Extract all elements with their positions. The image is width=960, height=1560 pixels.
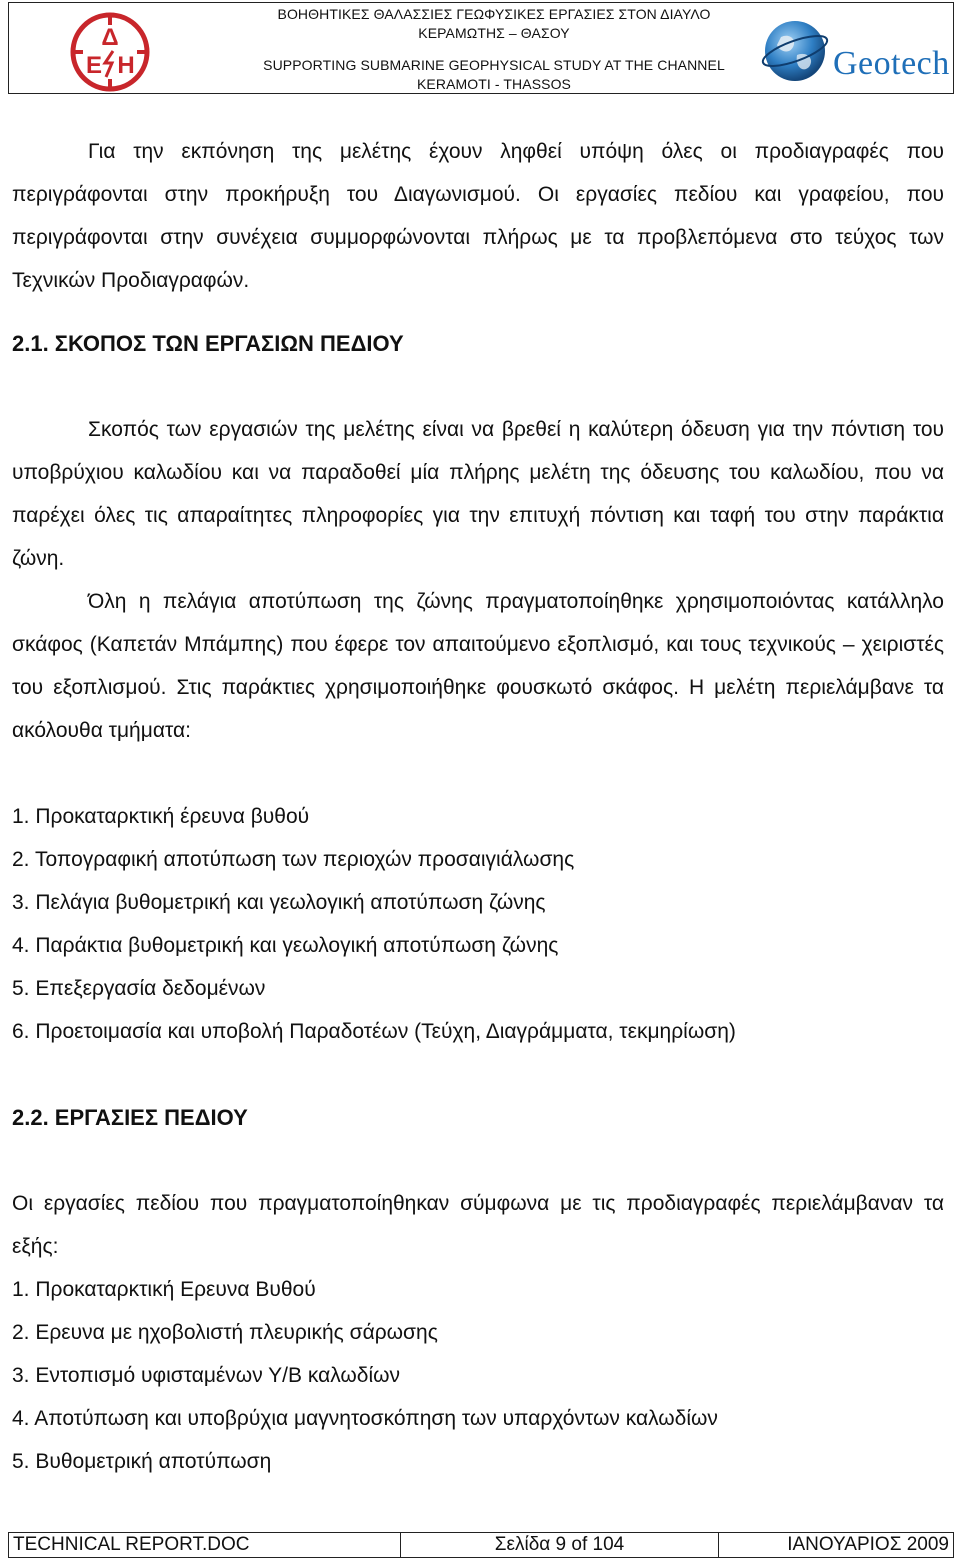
list-item: 4. Παράκτια βυθομετρική και γεωλογική αποτύπωση ζώνης bbox=[12, 934, 559, 957]
list-item: 1. Προκαταρκτική έρευνα βυθού bbox=[12, 805, 310, 828]
footer-page-number: Σελίδα 9 of 104 bbox=[401, 1533, 719, 1557]
section-2-1-paragraph-2: Όλη η πελάγια αποτύπωση της ζώνης πραγματοποίηθηκε χρησιμοποιόντας κατάλληλο σκάφος (Καπετάν Μπάμπης) που έφερε τον απαιτούμενο εξοπλισμό, και τους τεχνικούς – χειριστές του εξοπλισμού. Στις παράκτιες χρησιμοποιήθηκε φουσκωτό σκάφος. Η μελέτη περιελάμβανε τα ακόλουθα τμήματα: bbox=[12, 590, 944, 742]
geotech-logo-text: Geotech bbox=[833, 45, 950, 82]
header-title bbox=[194, 5, 794, 94]
section-2-1-heading: 2.1. ΣΚΟΠΟΣ ΤΩΝ ΕΡΓΑΣΙΩΝ ΠΕΔΙΟΥ bbox=[12, 331, 404, 356]
section-2-2-list bbox=[12, 1268, 944, 1483]
section-2-2-heading: 2.2. ΕΡΓΑΣΙΕΣ ΠΕΔΙΟΥ bbox=[12, 1105, 248, 1130]
geotech-logo bbox=[757, 15, 960, 87]
globe-icon bbox=[757, 15, 833, 87]
list-item: 2. Τοπογραφική αποτύπωση των περιοχών προσαιγιάλωσης bbox=[12, 848, 575, 871]
list-item: 6. Προετοιμασία και υποβολή Παραδοτέων (Τεύχη, Διαγράμματα, τεκμηρίωση) bbox=[12, 1020, 736, 1043]
intro-paragraph: Για την εκπόνηση της μελέτης έχουν ληφθεί υπόψη όλες οι προδιαγραφές που περιγράφονται στην προκήρυξη του Διαγωνισμού. Οι εργασίες πεδίου και γραφείου, που περιγράφονται στην συνέχεια συμμορφώνονται πλήρως με τα προβλεπόμενα στο τεύχος των Τεχνικών Προδιαγραφών. bbox=[12, 140, 944, 292]
list-item: 2. Ερευνα με ηχοβολιστή πλευρικής σάρωσης bbox=[12, 1321, 438, 1344]
section-2-1-paragraph-1: Σκοπός των εργασιών της μελέτης είναι να βρεθεί η καλύτερη όδευση για την πόντιση του υποβρύχιου καλωδίου και να παραδοθεί μία πλήρης μελέτη της όδευσης του καλωδίου, που να παρέχει όλες τις απαραίτητες πληροφορίες για την επιτυχή πόντιση και ταφή του στην παράκτια ζώνη. bbox=[12, 418, 944, 570]
list-item: 3. Εντοπισμό υφισταμένων Υ/Β καλωδίων bbox=[12, 1364, 401, 1387]
dei-logo-letter-d: Δ bbox=[101, 24, 119, 51]
header-title-greek-2: ΚΕΡΑΜΩΤΗΣ – ΘΑΣΟΥ bbox=[418, 25, 570, 41]
footer-document-name: TECHNICAL REPORT.DOC bbox=[9, 1533, 401, 1557]
page-header bbox=[8, 2, 954, 94]
header-title-english-2: KERAMOTI - THASSOS bbox=[416, 76, 571, 92]
footer-date: ΙΑΝΟΥΑΡΙΟΣ 2009 bbox=[787, 1534, 949, 1555]
section-2-1-list bbox=[12, 795, 944, 1053]
list-item: 5. Επεξεργασία δεδομένων bbox=[12, 977, 266, 1000]
page-footer bbox=[8, 1532, 954, 1558]
list-item: 1. Προκαταρκτική Ερευνα Βυθού bbox=[12, 1278, 316, 1301]
list-item: 5. Βυθομετρική αποτύπωση bbox=[12, 1450, 272, 1473]
dei-logo bbox=[69, 11, 151, 93]
page-body bbox=[12, 130, 944, 1483]
dei-logo-letter-e: Ε bbox=[85, 52, 103, 79]
dei-logo-letter-h: Η bbox=[117, 52, 135, 79]
list-item: 3. Πελάγια βυθομετρική και γεωλογική αποτύπωση ζώνης bbox=[12, 891, 546, 914]
list-item: 4. Αποτύπωση και υποβρύχια μαγνητοσκόπηση των υπαρχόντων καλωδίων bbox=[12, 1407, 718, 1430]
header-title-english-1: SUPPORTING SUBMARINE GEOPHYSICAL STUDY AT THE CHANNEL bbox=[263, 57, 725, 73]
header-title-greek-1: ΒΟΗΘΗΤΙΚΕΣ ΘΑΛΑΣΣΙΕΣ ΓΕΩΦΥΣΙΚΕΣ ΕΡΓΑΣΙΕΣ ΣΤΟΝ ΔΙΑΥΛΟ bbox=[277, 6, 711, 22]
section-2-2-paragraph: Οι εργασίες πεδίου που πραγματοποίηθηκαν σύμφωνα με τις προδιαγραφές περιελάμβαναν τα εξής: bbox=[12, 1192, 944, 1258]
